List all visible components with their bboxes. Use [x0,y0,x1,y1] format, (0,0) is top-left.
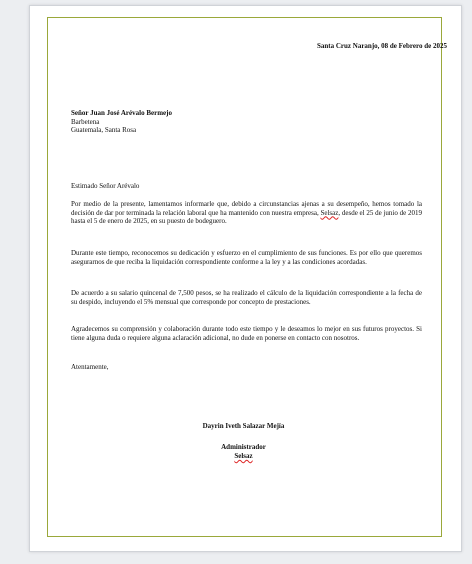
signature-title: Administrador [221,443,266,451]
company-name-misspelled: Selsaz [320,208,339,217]
signature-name: Dayrin Iveth Salazar Mejía [202,422,285,430]
recipient-name: Señor Juan José Arévalo Bermejo [71,109,172,117]
closing: Atentamente, [71,363,109,371]
recipient-location: Guatemala, Santa Rosa [71,126,137,135]
paragraph-3: De acuerdo a su salario quincenal de 7,500 pesos, se ha realizado el cálculo de la liquidación correspondiente a la fecha de su despido, incluyendo el 5% mensual que corresponde por concepto de prestaciones. [71,289,422,306]
document-page [29,5,462,552]
paragraph-4: Agradecemos su comprensión y colaboración durante todo este tiempo y le deseamos lo mejor en sus futuros proyectos. Si tiene alguna duda o requiere alguna aclaración adicional, no dude en ponerse en contacto con nosotros. [71,325,422,342]
date-line: Santa Cruz Naranjo, 08 de Febrero de 2025 [316,42,447,50]
paragraph-1-text-b: , desde el 25 de junio de 2019 hasta el 5 de enero de 2025, en su puesto de bodeguero. [71,208,422,226]
paragraph-2: Durante este tiempo, reconocemos su dedicación y esfuerzo en el cumplimiento de sus funciones. Es por ello que queremos asegurarnos de que reciba la liquidación correspondiente conforme a la ley y a las condiciones acordadas. [71,249,422,266]
signature-company [47,452,440,461]
signature-company-text: Selsaz [234,452,253,460]
recipient-position: Barbetena [71,117,100,126]
recipient-block [71,109,172,135]
paragraph-1-text-a: Por medio de la presente, lamentamos informarle que, debido a circunstancias ajenas a su desempeño, hemos tomado la decisión de dar por terminada la relación laboral que ha mantenido con nuestra empresa, [71,200,422,217]
paragraph-1 [71,200,422,226]
salutation: Estimado Señor Arévalo [71,182,140,190]
